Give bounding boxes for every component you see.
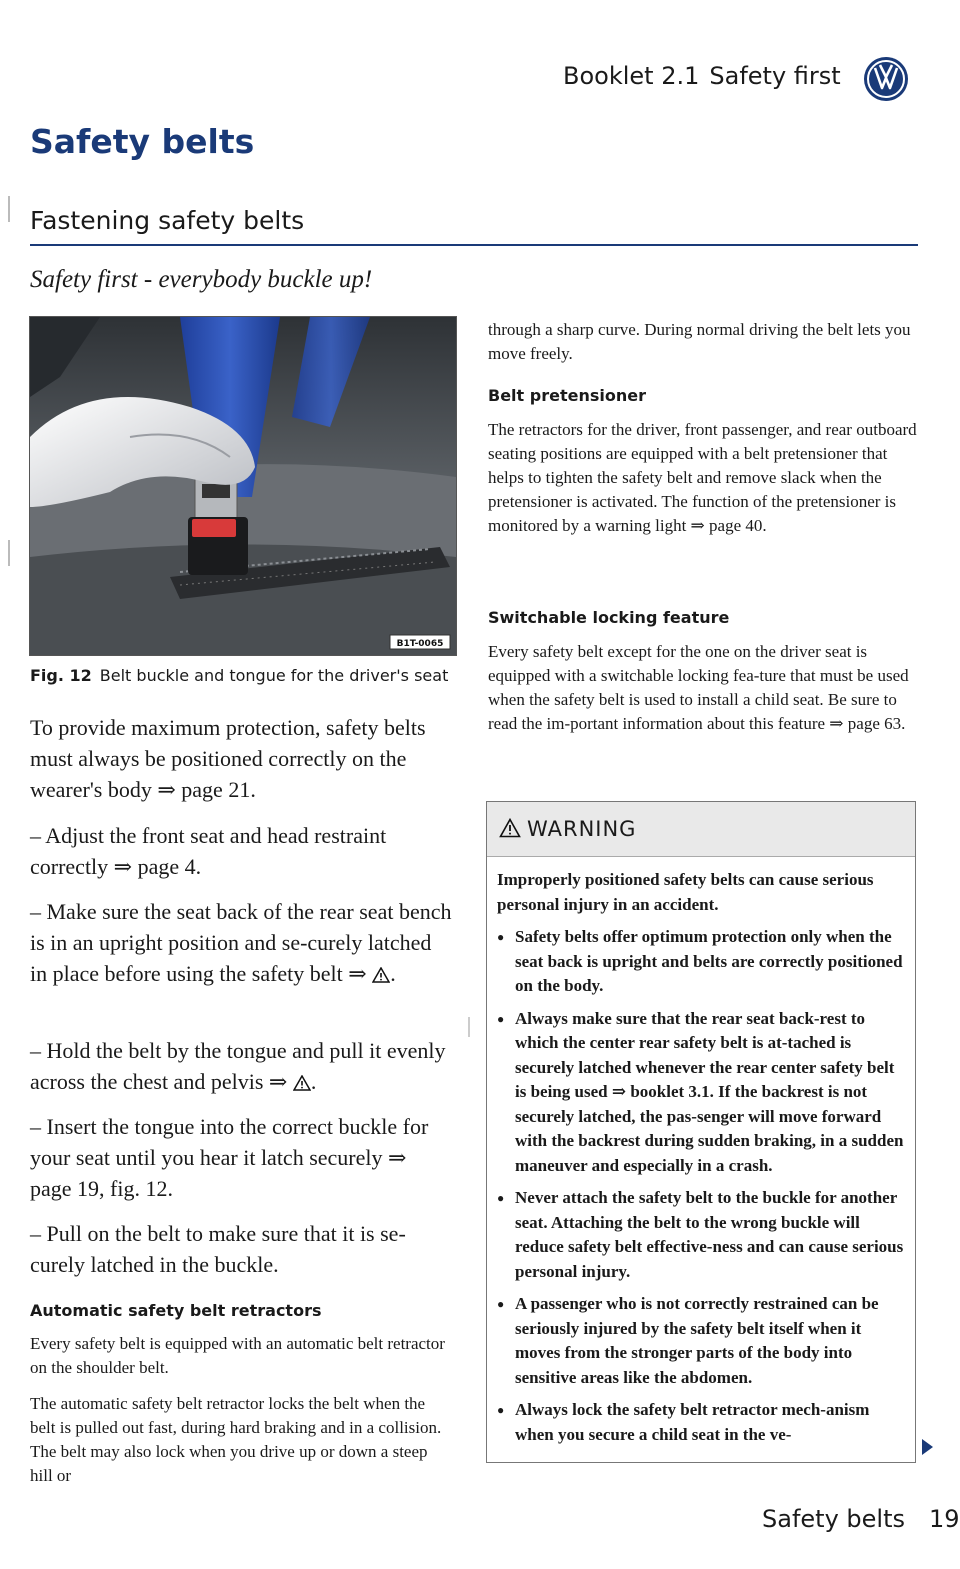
footer-section: Safety belts	[762, 1505, 905, 1533]
figure-caption-text: Belt buckle and tongue for the driver's seat	[99, 666, 449, 685]
warning-triangle-icon	[293, 1075, 311, 1091]
margin-mark	[8, 196, 10, 222]
margin-mark	[468, 1017, 470, 1037]
tagline: Safety first - everybody buckle up!	[30, 266, 373, 293]
warning-bullet: ● Never attach the safety belt to the buckle for another seat. Attaching the belt to the wrong buckle will reduce safety belt effective-ness and can cause serious personal injury.	[497, 1186, 907, 1284]
auto-paragraph-2: The automatic safety belt retractor locks the belt when the belt is pulled out fast, during hard braking and in a collision. The belt may also lock when you drive up or down a steep hill or	[30, 1394, 442, 1485]
continue-arrow-icon	[920, 1438, 934, 1456]
left-intro	[30, 712, 452, 805]
warning-triangle-icon	[372, 967, 390, 983]
step-text: – Adjust the front seat and head restraint correctly ⇒ page 4.	[30, 823, 387, 879]
page-number: 19	[928, 1505, 960, 1533]
warning-title: WARNING	[527, 817, 637, 841]
title-divider	[30, 244, 918, 246]
auto-heading: Automatic safety belt retractors	[30, 1301, 322, 1320]
step-text: – Hold the belt by the tongue and pull it evenly across the chest and pelvis ⇒	[30, 1038, 446, 1094]
step-text: – Insert the tongue into the correct buckle for your seat until you hear it latch securely ⇒ page 19, fig. 12.	[30, 1114, 429, 1201]
step-2: – Make sure the seat back of the rear seat bench is in an upright position and se-curely latched in place before using the safety belt ⇒ .	[30, 899, 452, 986]
header-booklet: Booklet 2.1	[563, 62, 700, 90]
locking-text: Every safety belt except for the one on the driver seat is equipped with a switchable locking fea-ture that must be used when the safety belt is used to install a child seat. Be sure to read the im-portant information about this feature ⇒ page 63.	[488, 642, 909, 733]
warning-body	[497, 868, 907, 1455]
step-text: – Make sure the seat back of the rear seat bench is in an upright position and se-curely latched in place before using the safety belt ⇒	[30, 899, 452, 986]
warning-bullet: ● Safety belts offer optimum protection only when the seat back is upright and belts are correctly positioned on the body.	[497, 925, 907, 999]
warning-header	[487, 802, 915, 857]
warning-bullet: ● Always lock the safety belt retractor mech-anism when you secure a child seat in the ve-	[497, 1398, 907, 1447]
warning-bullet: ● A passenger who is not correctly restrained can be seriously injured by the safety belt itself when it moves from the stronger parts of the body into sensitive areas like the abdomen.	[497, 1292, 907, 1390]
step-text: – Pull on the belt to make sure that it is se-curely latched in the buckle.	[30, 1221, 406, 1277]
pretensioner-heading: Belt pretensioner	[488, 386, 646, 405]
warning-bullet: ● Always make sure that the rear seat back-rest to which the center rear safety belt is at-tached is securely latched whenever the rear center safety belt is being used ⇒ booklet 3.1. If the backrest is not securely latched, the pas-senger will move forward with the backrest during sudden braking, in a sudden maneuver and especially in a crash.	[497, 1007, 907, 1179]
step-3: – Hold the belt by the tongue and pull it evenly across the chest and pelvis ⇒ .	[30, 1038, 446, 1094]
margin-mark	[8, 540, 10, 566]
auto-paragraph-1: Every safety belt is equipped with an automatic belt retractor on the shoulder belt.	[30, 1334, 445, 1377]
locking-heading: Switchable locking feature	[488, 608, 730, 627]
automatic-retractors-section	[30, 1295, 452, 1488]
step-4	[30, 1111, 452, 1204]
locking-section	[488, 606, 924, 736]
running-header	[563, 62, 841, 90]
pretensioner-section	[488, 384, 924, 538]
step-1	[30, 820, 452, 882]
figure-caption	[30, 666, 448, 685]
figure-code: B1T-0065	[396, 639, 444, 649]
warning-triangle-icon	[499, 818, 521, 838]
vw-logo-icon	[862, 55, 910, 103]
sub-title: Fastening safety belts	[30, 206, 305, 235]
right-continuation	[488, 318, 924, 366]
warning-box	[486, 801, 916, 1463]
step-5	[30, 1218, 452, 1280]
figure-belt-buckle	[29, 316, 457, 656]
continuation-text: through a sharp curve. During normal driving the belt lets you move freely.	[488, 320, 911, 363]
page-title: Safety belts	[30, 122, 255, 161]
belt-buckle-illustration	[30, 317, 456, 655]
figure-label: Fig. 12	[30, 666, 92, 685]
pretensioner-text: The retractors for the driver, front passenger, and rear outboard seating positions are equipped with a belt pretensioner that helps to tighten the safety belt and remove slack when the pretensioner is activated. The function of the pretensioner is monitored by a warning light ⇒ page 40.	[488, 420, 917, 535]
warning-intro: Improperly positioned safety belts can cause serious personal injury in an accident.	[497, 870, 874, 914]
page-footer	[762, 1505, 960, 1533]
header-section: Safety first	[709, 62, 841, 90]
intro-paragraph: To provide maximum protection, safety belts must always be positioned correctly on the wearer's body ⇒ page 21.	[30, 715, 426, 802]
